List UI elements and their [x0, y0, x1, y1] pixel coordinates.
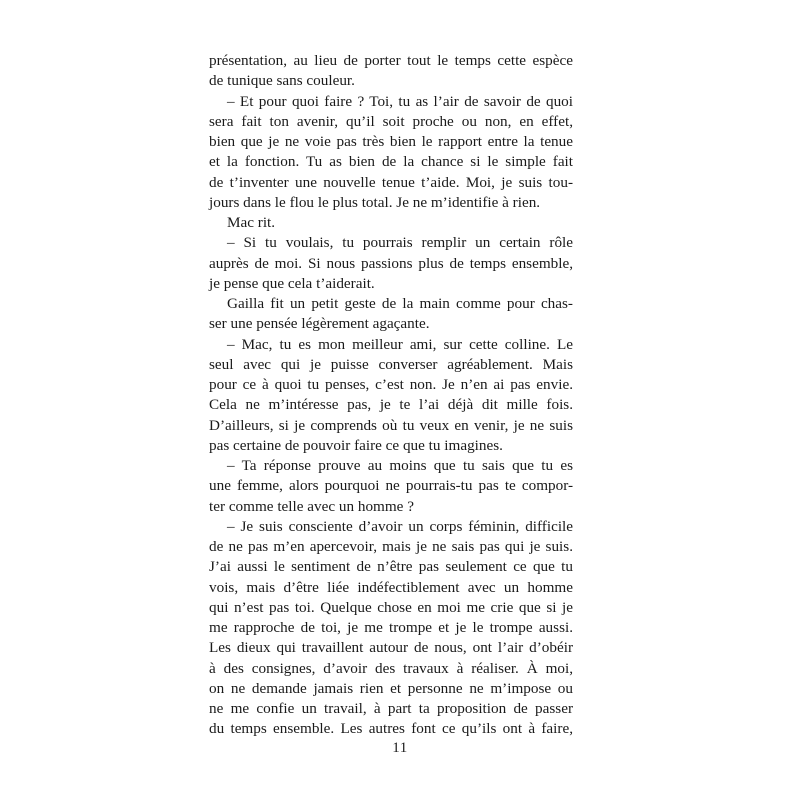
text-line: de ne pas m’en apercevoir, mais je ne sais pas qui je suis.: [209, 538, 573, 555]
text-line: de tunique sans couleur.: [209, 72, 355, 90]
text-line: Mac rit.: [227, 214, 276, 231]
text-line: Cela ne m’intéresse pas, je te l’ai déjà dit mille fois.: [209, 396, 573, 414]
text-line: vois, mais d’être liée indéfectiblement avec un homme: [209, 578, 573, 596]
text-line: seul avec qui je puisse converser agréablement. Mais: [209, 355, 573, 373]
text-line: Gailla fit un petit geste de la main comme pour chas-: [227, 295, 573, 312]
text-line: auprès de moi. Si nous passions plus de temps ensemble,: [209, 254, 573, 272]
text-line: qui n’est pas toi. Quelque chose en moi me crie que si je: [209, 598, 573, 616]
text-line: – Mac, tu es mon meilleur ami, sur cette colline. Le: [227, 335, 573, 353]
text-line: – Je suis consciente d’avoir un corps féminin, difficile: [227, 517, 573, 535]
text-line: à des consignes, d’avoir des travaux à réaliser. À moi,: [209, 659, 573, 677]
text-line: je pense que cela t’aiderait.: [209, 274, 375, 292]
text-line: D’ailleurs, si je comprends où tu veux en venir, je ne suis: [209, 416, 573, 434]
text-line: sera fait ton avenir, qu’il soit proche ou non, en effet,: [209, 112, 573, 130]
text-line: bien que je ne voie pas très bien le rapport entre la tenue: [209, 133, 573, 150]
text-line: jours dans le flou le plus total. Je ne m’identifie à rien.: [209, 193, 541, 211]
text-line: – Ta réponse prouve au moins que tu sais que tu es: [227, 457, 573, 474]
text-line: et la fonction. Tu as bien de la chance si le simple fait: [209, 153, 573, 171]
text-line: on ne demande jamais rien et personne ne m’impose ou: [209, 679, 573, 697]
text-line: pas certaine de pouvoir faire ce que tu imagines.: [209, 436, 503, 454]
text-line: de t’inventer une nouvelle tenue t’aide. Moi, je suis tou-: [209, 173, 573, 191]
text-line: me rapproche de toi, je me trompe et je le trompe aussi.: [209, 619, 573, 636]
text-line: ter comme telle avec un homme ?: [209, 497, 414, 515]
text-line: présentation, au lieu de porter tout le temps cette espèce: [209, 52, 573, 69]
text-line: une femme, alors pourquoi ne pourrais-tu pas te compor-: [209, 477, 573, 495]
text-line: J’ai aussi le sentiment de n’être pas seulement ce que tu: [209, 558, 573, 576]
text-line: pour ce à quoi tu penses, c’est non. Je n’en ai pas envie.: [209, 376, 573, 393]
page-number: 11: [392, 740, 408, 756]
text-line: Les dieux qui travaillent autour de nous, ont l’air d’obéir: [209, 639, 573, 657]
text-line: – Et pour quoi faire ? Toi, tu as l’air de savoir de quoi: [227, 92, 573, 110]
text-line: ne me confie un travail, à part ta proposition de passer: [209, 700, 573, 717]
text-line: ser une pensée légèrement agaçante.: [209, 315, 430, 333]
text-line: du temps ensemble. Les autres font ce qu’ils ont à faire,: [209, 720, 573, 738]
text-line: – Si tu voulais, tu pourrais remplir un certain rôle: [227, 234, 573, 252]
page-body-text: [209, 51, 573, 740]
